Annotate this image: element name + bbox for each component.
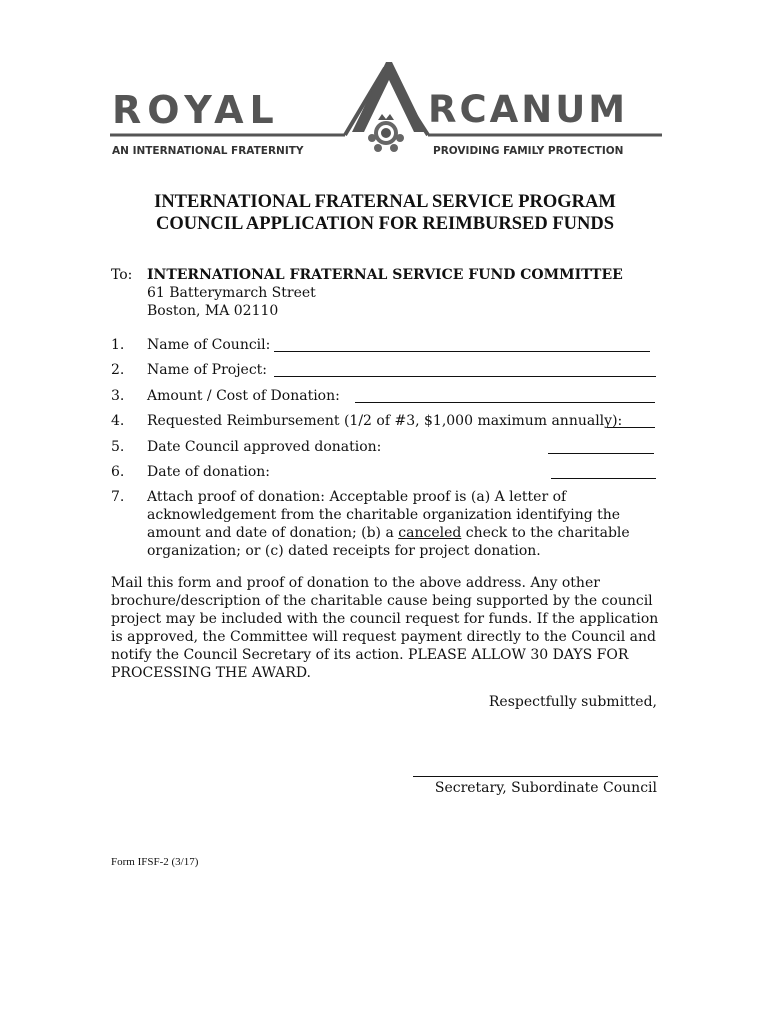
item-number: 5. xyxy=(111,439,125,455)
council-name-field[interactable] xyxy=(274,351,650,352)
title-line-1: INTERNATIONAL FRATERNAL SERVICE PROGRAM xyxy=(154,192,616,212)
item-number: 4. xyxy=(111,413,125,429)
royal-arcanum-logo xyxy=(0,0,770,170)
proof-text-part-1: Attach proof of donation: Acceptable proof is (a) A letter of acknowledgement from the charitable organization identifying the amount and date of donation; (b) a xyxy=(147,489,621,541)
logo-word-arcanum: RCANUM xyxy=(428,88,629,131)
donation-amount-field[interactable] xyxy=(355,402,655,403)
reimbursement-field[interactable] xyxy=(607,427,655,428)
signature-line[interactable] xyxy=(413,776,658,777)
item-label: Name of Project: xyxy=(147,362,268,378)
proof-text-underlined: canceled xyxy=(398,525,462,541)
donation-date-field[interactable] xyxy=(551,478,656,479)
proof-text-part-2: check to the charitable organization; or (c) dated receipts for project donation. xyxy=(147,525,630,559)
date-approved-field[interactable] xyxy=(548,453,654,454)
item-number: 7. xyxy=(111,489,125,505)
mailing-instructions: Mail this form and proof of donation to the above address. Any other brochure/description of the charitable cause being supported by the council project may be included with the council request for funds. If the application is approved, the Committee will request payment directly to the Council and notify the Council Secretary of its action. PLEASE ALLOW 30 DAYS FOR PROCESSING THE AWARD. xyxy=(111,575,659,681)
title-line-2: COUNCIL APPLICATION FOR REIMBURSED FUNDS xyxy=(155,214,615,234)
address-line-1: 61 Batterymarch Street xyxy=(147,285,316,301)
project-name-field[interactable] xyxy=(274,376,656,377)
item-label: Name of Council: xyxy=(147,337,271,353)
address-line-2: Boston, MA 02110 xyxy=(147,303,279,319)
item-number: 1. xyxy=(111,337,125,353)
to-label: To: xyxy=(111,267,133,283)
item-number: 6. xyxy=(111,464,125,480)
item-label: Amount / Cost of Donation: xyxy=(147,388,340,404)
recipient-block xyxy=(111,266,671,320)
form-title xyxy=(0,191,770,235)
committee-name: INTERNATIONAL FRATERNAL SERVICE FUND COMMITTEE xyxy=(147,267,623,283)
item-label: Date Council approved donation: xyxy=(147,439,382,455)
closing-text: Respectfully submitted, xyxy=(488,694,657,710)
crown-emblem-icon xyxy=(368,114,404,152)
item-label: Date of donation: xyxy=(147,464,271,480)
item-number: 2. xyxy=(111,362,125,378)
item-label: Requested Reimbursement (1/2 of #3, $1,000 maximum annually): xyxy=(147,413,623,429)
proof-instructions xyxy=(147,488,657,560)
form-number: Form IFSF-2 (3/17) xyxy=(111,856,199,868)
item-number: 3. xyxy=(111,388,125,404)
logo-word-royal: ROYAL xyxy=(112,88,280,132)
signature-caption: Secretary, Subordinate Council xyxy=(434,780,657,796)
logo-tagline-right: PROVIDING FAMILY PROTECTION xyxy=(433,145,624,157)
logo-tagline-left: AN INTERNATIONAL FRATERNITY xyxy=(112,145,304,157)
